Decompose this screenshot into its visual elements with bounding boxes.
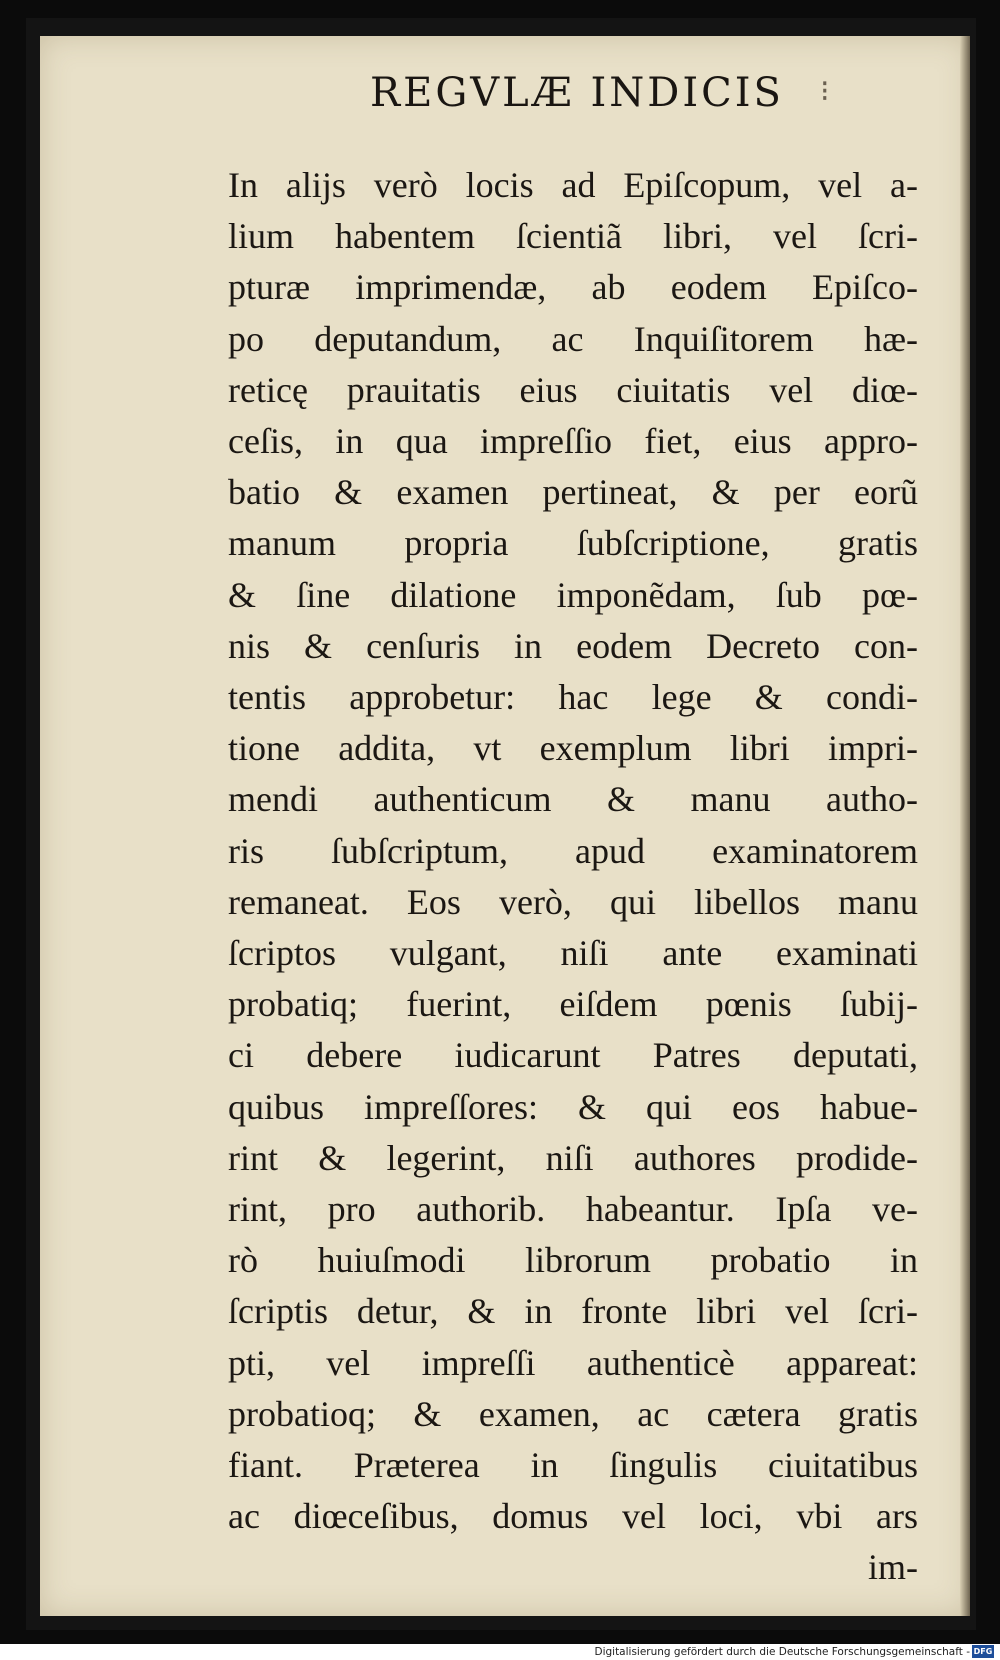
page-body-text	[228, 160, 918, 1594]
text-line: remaneat. Eos verò, qui libellos manu	[228, 881, 918, 922]
text-line: manum propria ſubſcriptione, gratis	[228, 523, 918, 564]
text-line: rò huiuſmodi librorum probatio in	[228, 1240, 918, 1281]
catchword: im-	[868, 1547, 918, 1588]
text-line: batio & examen pertineat, & per eorũ	[228, 472, 918, 513]
text-line: quibus impreſſores: & qui eos habue-	[228, 1086, 918, 1127]
text-line: pti, vel impreſſi authenticè appareat:	[228, 1342, 918, 1383]
text-line: pturæ imprimendæ, ab eodem Epiſco-	[228, 267, 918, 308]
text-line: lium habentem ſcientiã libri, vel ſcri-	[228, 216, 918, 257]
text-line: reticę prauitatis eius ciuitatis vel diœ-	[228, 369, 918, 410]
text-line: fiant. Præterea in ſingulis ciuitatibus	[228, 1445, 918, 1486]
text-line: po deputandum, ac Inquiſitorem hæ-	[228, 318, 918, 359]
text-line: ci debere iudicarunt Patres deputati,	[228, 1035, 918, 1076]
text-line: probatiq; fuerint, eiſdem pœnis ſubij-	[228, 984, 918, 1025]
running-header: REGVLÆ INDICIS	[370, 70, 784, 116]
text-line: probatioq; & examen, ac cætera gratis	[228, 1393, 918, 1434]
text-line: ceſis, in qua impreſſio fiet, eius appro-	[228, 421, 918, 462]
dfg-logo[interactable]: DFG	[973, 1647, 993, 1656]
text-line: ſcriptis detur, & in fronte libri vel ſcri-	[228, 1291, 918, 1332]
text-line: In alijs verò locis ad Epiſcopum, vel a-	[228, 165, 918, 205]
page-gutter	[960, 36, 970, 1616]
text-line: mendi authenticum & manu autho-	[228, 779, 918, 820]
text-line: tione addita, vt exemplum libri impri-	[228, 728, 918, 769]
text-line: tentis approbetur: hac lege & condi-	[228, 677, 918, 718]
text-line: ac diœceſibus, domus vel loci, vbi ars	[228, 1496, 918, 1537]
text-line: ſcriptos vulgant, niſi ante examinati	[228, 933, 918, 974]
funding-credit: Digitalisierung gefördert durch die Deutsche Forschungsgemeinschaft -	[594, 1646, 970, 1658]
text-line: ris ſubſcriptum, apud examinatorem	[228, 830, 918, 871]
text-line: rint, pro authorib. habeantur. Ipſa ve-	[228, 1189, 918, 1230]
text-line: nis & cenſuris in eodem Decreto con-	[228, 625, 918, 666]
header-mark: ⁝	[820, 74, 830, 109]
text-line: & ſine dilatione imponẽdam, ſub pœ-	[228, 574, 918, 615]
text-line: rint & legerint, niſi authores prodide-	[228, 1137, 918, 1178]
